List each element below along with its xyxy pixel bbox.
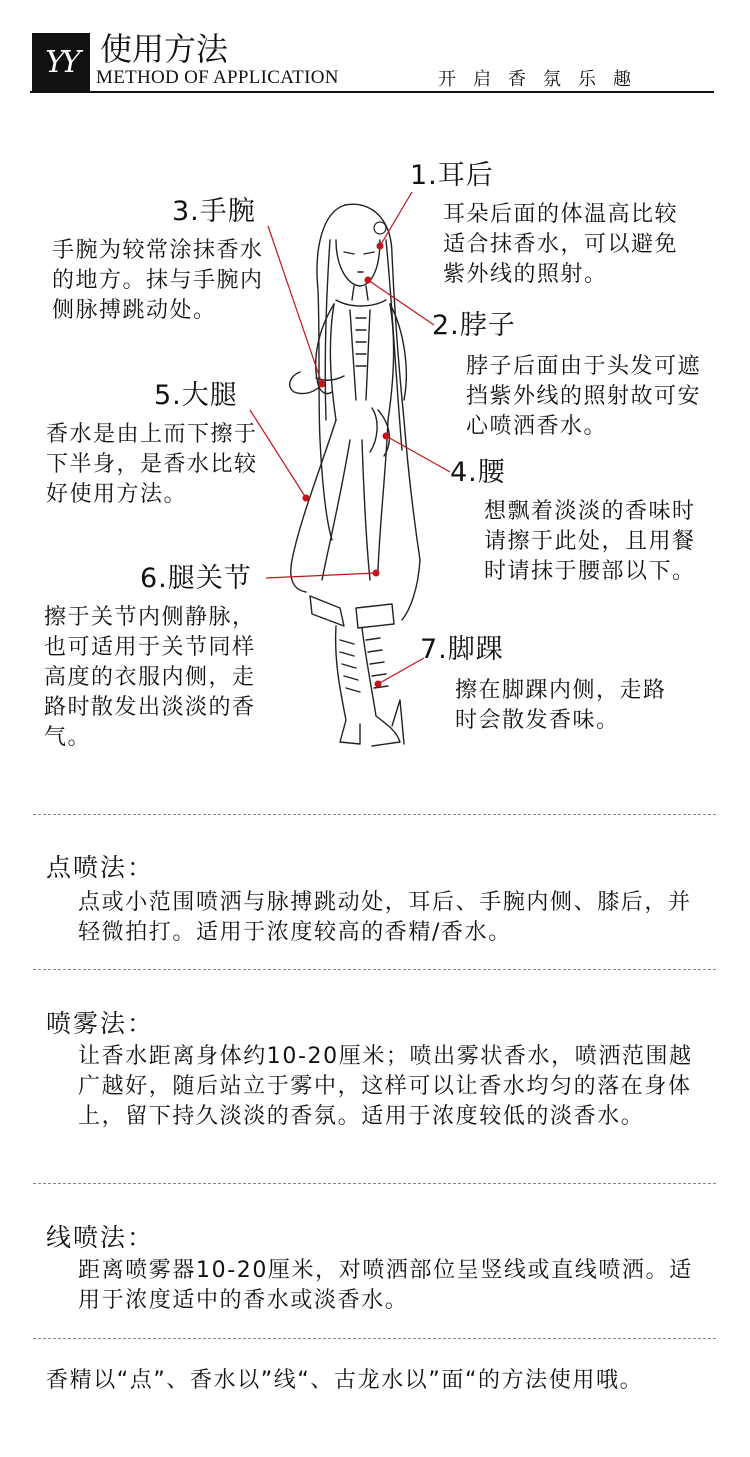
point-label-waist: 4.腰 (450, 457, 506, 488)
marker-ear (377, 243, 384, 250)
point-desc-waist: 想飘着淡淡的香味时请擦于此处，且用餐时请抹于腰部以下。 (484, 499, 696, 584)
marker-ankle (375, 681, 382, 688)
point-label-wrist: 3.手腕 (172, 196, 256, 227)
point-label-ankle: 7.脚踝 (420, 634, 504, 665)
section-divider (33, 1338, 716, 1339)
footer-note: 香精以“点”、香水以”线“、古龙水以”面“的方法使用哦。 (46, 1368, 644, 1393)
marker-waist (383, 433, 390, 440)
leader-line-wrist (268, 226, 322, 384)
marker-wrist (319, 381, 326, 388)
leader-line-ear (380, 192, 412, 246)
method-title-spray: 喷雾法： (46, 1009, 155, 1038)
hair-flower-icon (374, 222, 386, 234)
leader-line-knee (266, 573, 376, 578)
point-label-ear: 1.耳后 (410, 160, 494, 191)
section-divider (33, 1183, 716, 1184)
page-subtitle: METHOD OF APPLICATION (96, 67, 339, 88)
point-desc-thigh: 香水是由上而下擦于下半身，是香水比较好使用方法。 (46, 422, 258, 507)
method-title-spot: 点喷法： (46, 853, 155, 882)
point-desc-wrist: 手腕为较常涂抹香水的地方。抹与手腕内侧脉搏跳动处。 (52, 238, 264, 323)
point-label-neck: 2.脖子 (432, 310, 516, 341)
method-body-spot: 点或小范围喷洒与脉搏跳动处，耳后、手腕内侧、膝后，并轻微拍打。适用于浓度较高的香精/香水。 (78, 890, 692, 945)
slogan: 开启香氛乐趣 (438, 69, 648, 90)
page-title: 使用方法 (100, 30, 229, 68)
marker-neck (365, 277, 372, 284)
brand-logo: YY (32, 33, 90, 91)
section-divider (33, 814, 716, 815)
leader-line-waist (386, 436, 450, 472)
method-title-line: 线喷法： (46, 1223, 155, 1252)
point-desc-neck: 脖子后面由于头发可遮挡紫外线的照射故可安心喷洒香水。 (466, 354, 702, 439)
method-body-line: 距离喷雾器10-20厘米，对喷洒部位呈竖线或直线喷洒。适用于浓度适中的香水或淡香水。 (78, 1258, 693, 1313)
leader-line-neck (368, 280, 434, 325)
point-desc-knee: 擦于关节内侧静脉，也可适用于关节同样高度的衣服内侧，走路时散发出淡淡的香气。 (44, 605, 256, 750)
leader-line-ankle (378, 658, 424, 684)
point-label-knee: 6.腿关节 (140, 563, 252, 594)
point-label-thigh: 5.大腿 (154, 380, 238, 411)
point-desc-ankle: 擦在脚踝内侧，走路时会散发香味。 (455, 678, 667, 733)
method-body-spray: 让香水距离身体约10-20厘米；喷出雾状香水，喷洒范围越广越好，随后站立于雾中，这样可以让香水均匀的落在身体上，留下持久淡淡的香氛。适用于浓度较低的淡香水。 (78, 1044, 693, 1129)
marker-thigh (303, 495, 310, 502)
point-desc-ear: 耳朵后面的体温高比较适合抹香水，可以避免紫外线的照射。 (443, 202, 679, 287)
marker-knee (373, 570, 380, 577)
section-divider (33, 969, 716, 970)
